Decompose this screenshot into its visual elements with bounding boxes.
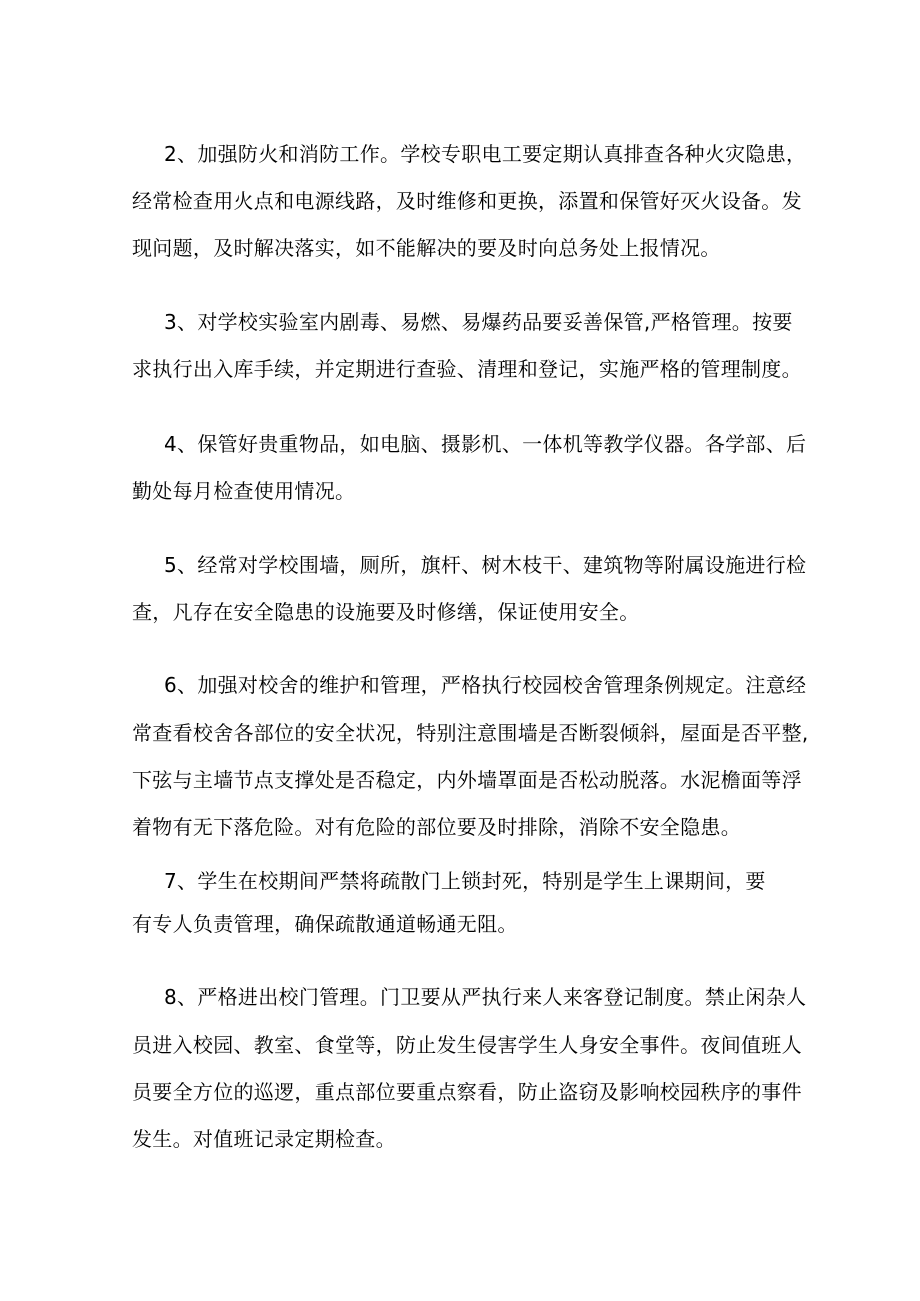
paragraph-4-line-1: 4、保管好贵重物品，如电脑、摄影机、一体机等教学仪器。各学部、后: [164, 432, 807, 456]
paragraph-2-line-2: 经常检查用火点和电源线路，及时维修和更换，添置和保管好灭火设备。发: [132, 189, 802, 213]
paragraph-7-line-1: 7、学生在校期间严禁将疏散门上锁封死，特别是学生上课期间，要: [164, 869, 766, 893]
paragraph-8-line-2: 员进入校园、教室、食堂等，防止发生侵害学生人身安全事件。夜间值班人: [132, 1033, 802, 1057]
paragraph-3-line-2: 求执行出入库手续，并定期进行查验、清理和登记，实施严格的管理制度。: [132, 357, 802, 381]
paragraph-8-line-3: 员要全方位的巡逻，重点部位要重点察看，防止盗窃及影响校园秩序的事件: [132, 1080, 802, 1104]
paragraph-2-line-1: 2、加强防火和消防工作。学校专职电工要定期认真排查各种火灾隐患，: [164, 142, 807, 166]
paragraph-3-line-1: 3、对学校实验室内剧毒、易燃、易爆药品要妥善保管,严格管理。按要: [164, 310, 793, 334]
paragraph-7-line-2: 有专人负责管理，确保疏散通道畅通无阻。: [132, 912, 518, 936]
paragraph-4-line-2: 勤处每月检查使用情况。: [132, 479, 356, 503]
paragraph-5-line-1: 5、经常对学校围墙，厕所，旗杆、树木枝干、建筑物等附属设施进行检: [164, 553, 807, 577]
paragraph-8-line-1: 8、严格进出校门管理。门卫要从严执行来人来客登记制度。禁止闲杂人: [164, 985, 807, 1009]
paragraph-8-line-4: 发生。对值班记录定期检查。: [132, 1127, 396, 1151]
paragraph-2-line-3: 现问题，及时解决落实，如不能解决的要及时向总务处上报情况。: [132, 236, 721, 260]
paragraph-6-line-4: 着物有无下落危险。对有危险的部位要及时排除，消除不安全隐患。: [132, 815, 741, 839]
paragraph-5-line-2: 查，凡存在安全隐患的设施要及时修缮，保证使用安全。: [132, 600, 640, 624]
paragraph-6-line-2: 常查看校舍各部位的安全状况，特别注意围墙是否断裂倾斜，屋面是否平整,: [132, 721, 809, 745]
paragraph-6-line-3: 下弦与主墙节点支撑处是否稳定，内外墙罩面是否松动脱落。水泥檐面等浮: [132, 768, 802, 792]
paragraph-6-line-1: 6、加强对校舍的维护和管理，严格执行校园校舍管理条例规定。注意经: [164, 673, 807, 697]
